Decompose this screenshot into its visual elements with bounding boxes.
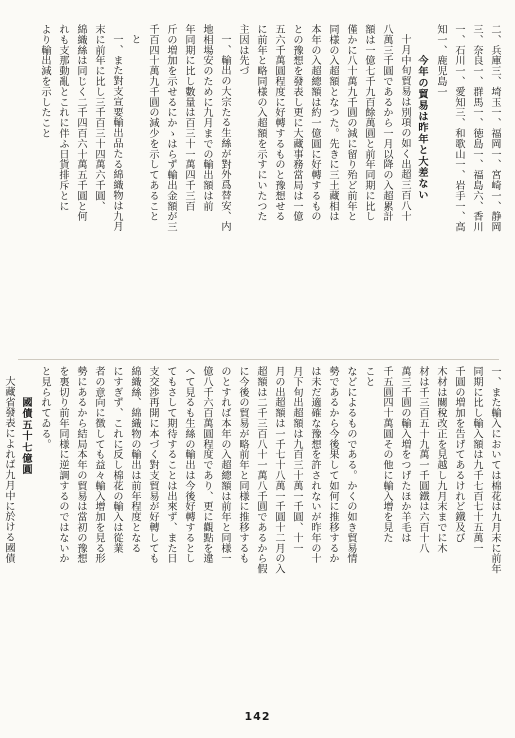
text-line: 同様の入超額となつた。先きに三土藏相は (327, 24, 338, 222)
text-line: 本年の入超總額は約一億圓に好轉するもの (309, 24, 320, 222)
page-number: 142 (244, 710, 271, 723)
upper-text-block (14, 24, 503, 354)
text-line: 億八千六百萬圓程度であり、更に觀點を違 (201, 366, 212, 564)
text-line: 萬三千圓の輸入増をつげたほか羊毛は (399, 366, 410, 543)
text-line: へて見るも生絲の輸出は今後好轉するとし (183, 366, 194, 564)
text-line: てもさして期待することは出來ず、また日 (165, 366, 176, 564)
text-line: 千圓の増加を告げてあるけれど鐵及び (453, 366, 464, 543)
text-line: 大藏省發表によれば九月中に於ける國債 (3, 376, 14, 564)
text-line: 額は一億七千九百餘萬圓と前年同期に比し (363, 24, 374, 222)
text-line: 二、兵庫三、埼玉一、福岡一、宮崎一、静岡 (489, 24, 500, 232)
text-line: 綿織絲、綿織物の輸出は前年程度となる (129, 366, 140, 554)
text-line: と見られてゐる。 (39, 366, 50, 450)
text-line: 支交渉再開に本づく對支貿易が好轉しても (147, 366, 158, 564)
section-divider (18, 359, 499, 360)
text-line: 斤の増加を示せるにかゝはらず輸出金額が三 (165, 24, 176, 232)
text-line: に今後の貿易が略前年と同様に推移するも (237, 366, 248, 564)
text-line: 材は千三百五十九萬一千圓鐵は六百十八 (417, 366, 428, 554)
text-line: を裏切り前年同様に逆調するのではないか (57, 366, 68, 564)
text-line: などによるものである。かくの如き貿易情 (345, 366, 356, 564)
text-line: 勢にあるから結局本年の貿易は當初の豫想 (75, 366, 86, 564)
text-line: 木材は關稅改正を見越し九月末までに木 (435, 366, 446, 554)
text-line: 地相場安のために九月までの輸出額は前 (201, 24, 212, 212)
text-line: と (129, 34, 140, 45)
text-line: 十月中旬貿易は別項の如く出超三百八十 (399, 34, 410, 222)
text-line: より輸出減を示したこと (39, 24, 50, 139)
text-line: 同期に比し輸入額は九千七百七十五萬一 (471, 366, 482, 554)
text-line: 五六千萬圓程度に好轉するものと豫想せる (273, 24, 284, 222)
text-line: 月の出超額は一千七十八萬一千圓十二月の入 (273, 366, 284, 574)
text-line: 綿織絲は同じく二千四百六十萬五千圓と何 (75, 24, 86, 222)
text-line: 勢であるから今後果して如何に推移するか (327, 366, 338, 564)
text-line: に前年と略同様の入超額を示すにいたつた (255, 24, 266, 222)
text-line: のとすれば本年の入超總額は前年と同様一 (219, 366, 230, 564)
text-line: は未だ適確な豫想を許されないが昨年の十 (309, 366, 320, 564)
text-line: れも支那動亂とこれに伴ふ日貨排斥とに (57, 24, 68, 212)
text-line: 超額は二千三百八十一萬八千圓であるから假 (255, 366, 266, 574)
text-line: 者の意向に徴しても益々輸入增加を見る形 (93, 366, 104, 564)
text-line: 末に前年に比し三千百三十四萬六千圓、 (93, 24, 104, 212)
text-line: こと (363, 366, 374, 387)
text-line: 三、奈良一、群馬一、徳島一、福島六、香川 (471, 24, 482, 232)
text-line: 一、石川一、愛知三、和歌山一、岩手一、高 (453, 24, 464, 232)
text-line: 一、輸出の大宗たる生絲が對外爲替安、内 (219, 34, 230, 232)
text-line: 千五圓四十萬圓その他に輸入增を見た (381, 366, 392, 543)
text-line: 八萬三千圓であるから一月以降の入超累計 (381, 24, 392, 222)
section-heading: 國債五十七億圓 (20, 396, 32, 475)
text-line: 年同期に比し數量は百三十一萬四千三百 (183, 24, 194, 212)
text-line: 僅かに八十萬九千圓の減に留り殆ど前年と (345, 24, 356, 222)
text-line: との豫想を發表し更に大藏事務當局は一億 (291, 24, 302, 222)
text-line: 一、また輸入においては棉花は九月末に前年 (489, 366, 500, 574)
text-line: にすぎず、これに反し棉花の輸入は從業 (111, 366, 122, 554)
text-line: 千百四十萬九千圓の減少を示してあること (147, 24, 158, 222)
lower-text-block (3, 366, 503, 700)
section-heading: 今年の貿易は昨年と大差ない (416, 54, 428, 201)
text-line: 主因は先づ (237, 24, 248, 76)
text-line: 月下旬出超額は九百三十萬一千圓、十一 (291, 366, 302, 554)
text-line: 一、また對支宣要輸出品たる綿織物は九月 (111, 34, 122, 232)
text-line: 知一、鹿児島一 (435, 24, 446, 97)
